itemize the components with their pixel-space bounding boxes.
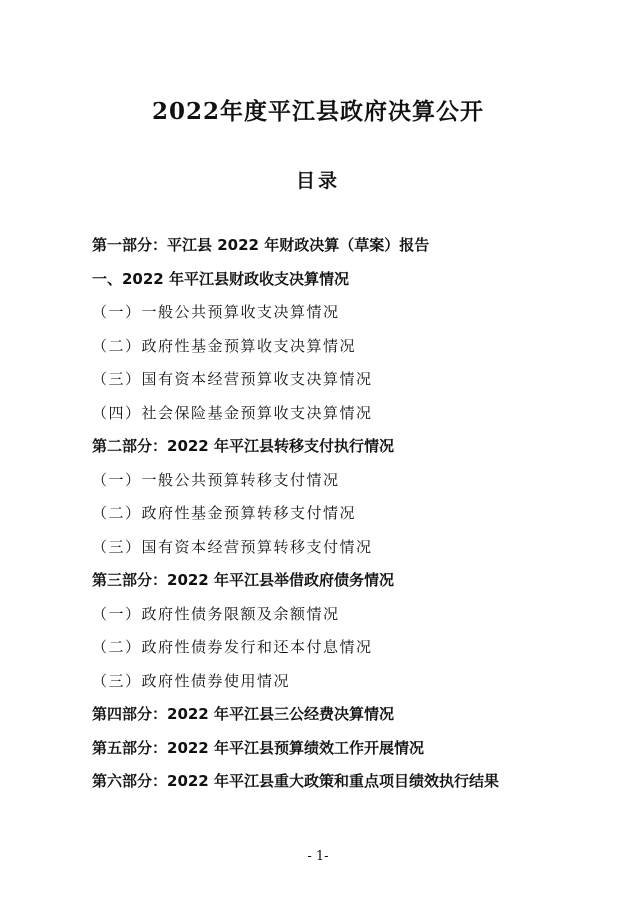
toc-subsection-item: （三）国有资本经营预算收支决算情况 [92,370,373,388]
toc-subsection-item: （四）社会保险基金预算收支决算情况 [92,403,373,422]
toc-subsection-item: （三）政府性债券使用情况 [92,671,291,690]
document-title: 2022年度平江县政府决算公开 [151,98,484,125]
toc-subsection-item: （一）政府性债务限额及余额情况 [92,604,340,623]
toc-section-heading: 第六部分：2022 年平江县重大政策和重点项目绩效执行结果 [92,772,499,790]
toc-heading: 目录 [295,170,340,192]
toc-section-heading: 一、2022 年平江县财政收支决算情况 [92,269,349,288]
toc-section-heading: 第五部分：2022 年平江县预算绩效工作开展情况 [92,738,424,757]
toc-section-heading: 第一部分：平江县 2022 年财政决算（草案）报告 [92,236,430,254]
page-number: - 1- [307,849,329,864]
toc-subsection-item: （二）政府性基金预算收支决算情况 [92,336,357,355]
toc-section-heading: 第三部分：2022 年平江县举借政府债务情况 [92,571,394,589]
toc-subsection-item: （一）一般公共预算转移支付情况 [92,470,340,489]
toc-subsection-item: （二）政府性债券发行和还本付息情况 [92,638,373,656]
toc-section-heading: 第二部分：2022 年平江县转移支付执行情况 [92,437,394,455]
table-of-contents [92,229,612,799]
toc-subsection-item: （一）一般公共预算收支决算情况 [92,303,340,321]
toc-subsection-item: （三）国有资本经营预算转移支付情况 [92,537,373,556]
toc-section-heading: 第四部分：2022 年平江县三公经费决算情况 [92,705,394,723]
toc-subsection-item: （二）政府性基金预算转移支付情况 [92,504,357,522]
